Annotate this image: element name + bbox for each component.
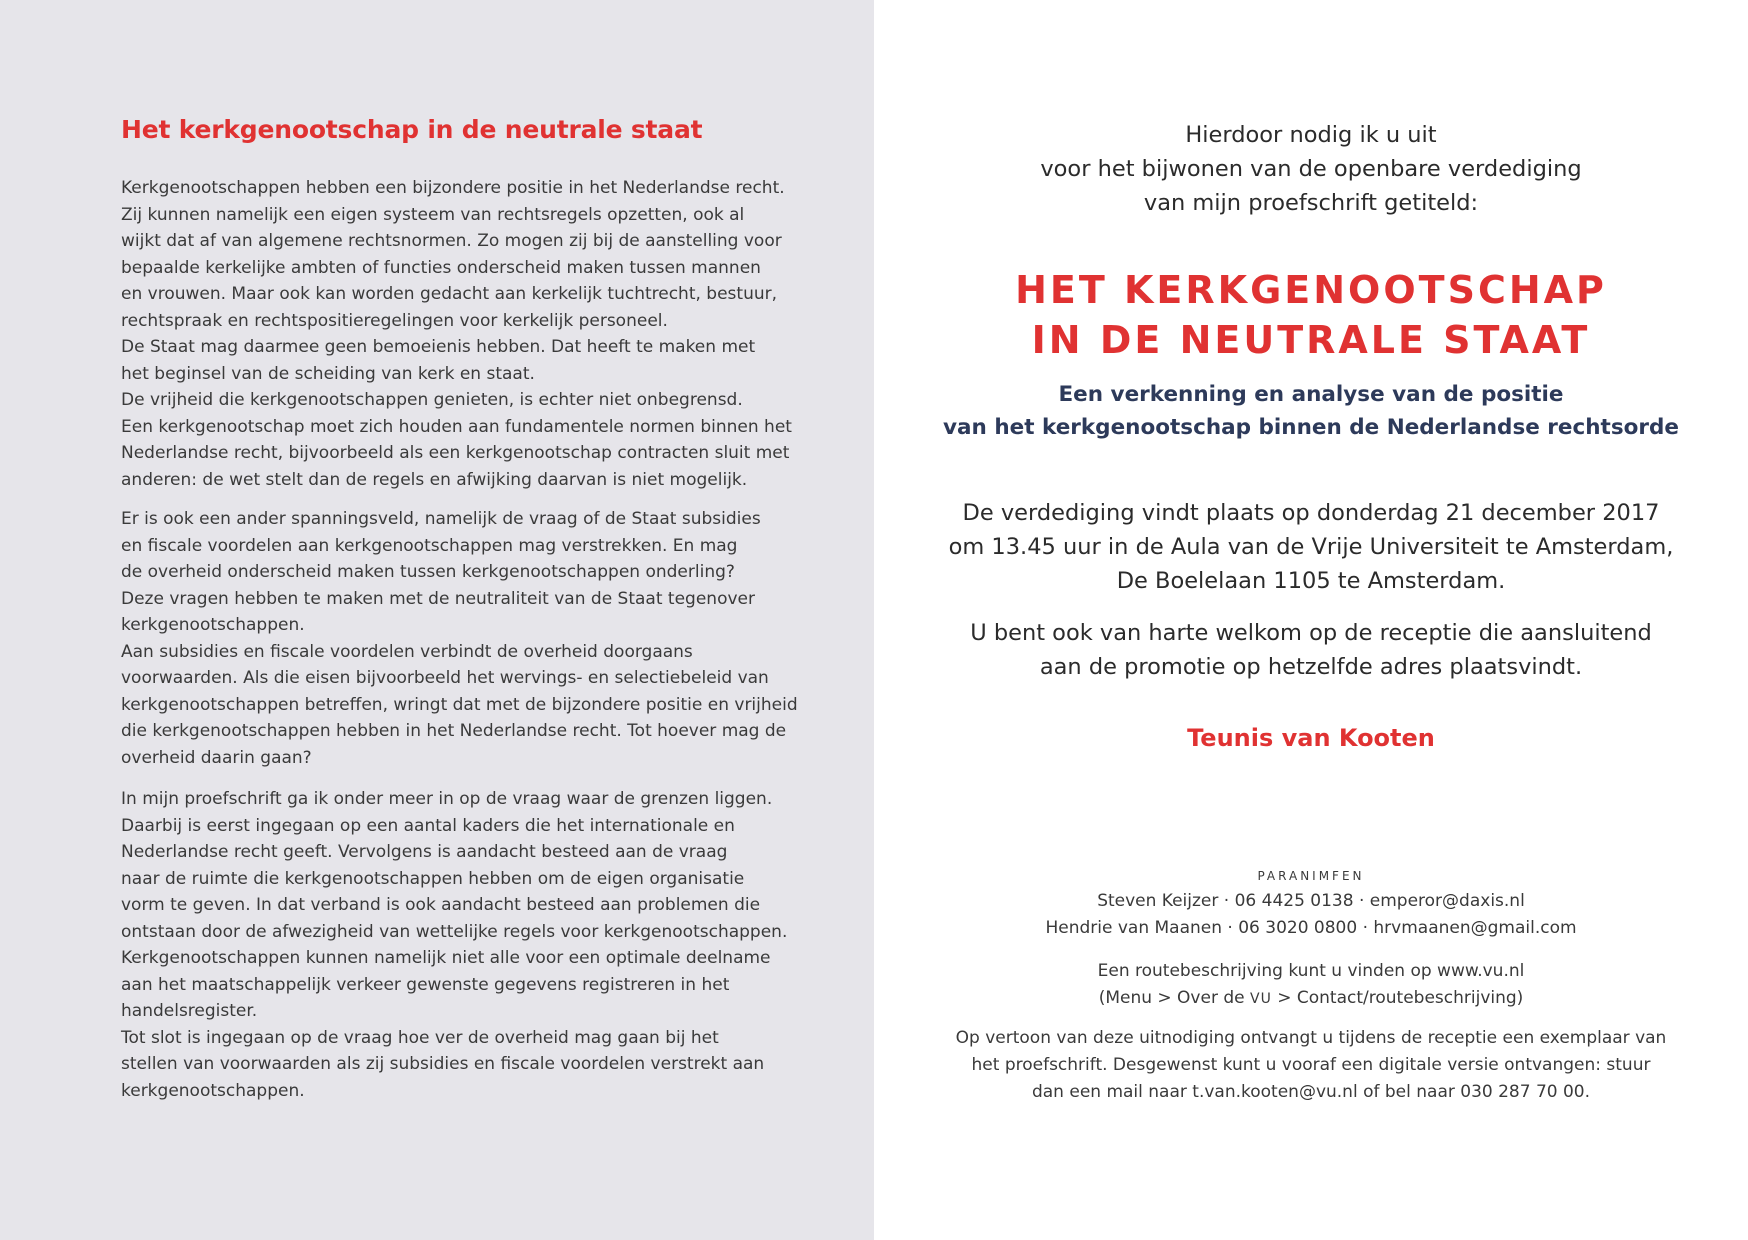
text-line: aan het maatschappelijk verkeer gewenste gegevens registreren in het	[121, 974, 730, 995]
route-path-end: > Contact/routebeschrijving)	[1271, 988, 1524, 1008]
defense-details	[874, 496, 1748, 598]
text-line: anderen: de wet stelt dan de regels en afwijking daarvan is niet mogelijk.	[121, 469, 748, 490]
text-line: Daarbij is eerst ingegaan op een aantal kaders die het internationale en	[121, 815, 735, 836]
thesis-title	[874, 265, 1748, 365]
text-line: ontstaan door de afwezigheid van wettelijke regels voor kerkgenootschappen.	[121, 921, 788, 942]
left-heading: Het kerkgenootschap in de neutrale staat	[121, 115, 703, 144]
text-line: vorm te geven. In dat verband is ook aandacht besteed aan problemen die	[121, 895, 761, 915]
text-line: kerkgenootschappen.	[121, 615, 305, 635]
text-line: voorwaarden. Als die eisen bijvoorbeeld het wervings- en selectiebeleid van	[121, 668, 769, 688]
defense-line: De verdediging vindt plaats op donderdag 21 december 2017	[962, 500, 1660, 526]
proof-line: het proefschrift. Desgewenst kunt u vooraf een digitale versie ontvangen: stuur	[971, 1055, 1651, 1075]
text-line: en vrouwen. Maar ook kan worden gedacht aan kerkelijk tuchtrecht, bestuur,	[121, 284, 778, 304]
text-line: en fiscale voordelen aan kerkgenootschappen mag verstrekken. En mag	[121, 535, 738, 556]
text-line: wijkt dat af van algemene rechtsnormen. Zo mogen zij bij de aanstelling voor	[121, 231, 782, 251]
body-paragraph-2	[121, 506, 798, 771]
proof-line: dan een mail naar t.van.kooten@vu.nl of bel naar 030 287 70 00.	[1031, 1082, 1591, 1102]
text-line: kerkgenootschappen.	[121, 1080, 305, 1101]
text-line: Nederlandse recht, bijvoorbeeld als een kerkgenootschap contracten sluit met	[121, 443, 790, 463]
subtitle-line: Een verkenning en analyse van de positie	[1058, 382, 1564, 407]
author-name: Teunis van Kooten	[1187, 724, 1435, 752]
text-line: stellen van voorwaarden als zij subsidies en fiscale voordelen verstrekt aan	[121, 1054, 765, 1074]
text-line: de overheid onderscheid maken tussen kerkgenootschappen onderling?	[121, 562, 735, 582]
defense-line: De Boelelaan 1105 te Amsterdam.	[1116, 568, 1506, 594]
proof-line: Op vertoon van deze uitnodiging ontvangt u tijdens de receptie een exemplaar van	[955, 1028, 1667, 1048]
route-path-start: (Menu > Over de	[1098, 988, 1250, 1008]
reception-details	[874, 616, 1748, 684]
text-line: In mijn proefschrift ga ik onder meer in op de vraag waar de grenzen liggen.	[121, 789, 773, 809]
route-path-vu: VU	[1250, 991, 1272, 1007]
text-line: Nederlandse recht geeft. Vervolgens is aandacht besteed aan de vraag	[121, 842, 728, 862]
reception-line: U bent ook van harte welkom op de receptie die aansluitend	[970, 620, 1652, 646]
intro-line: Hierdoor nodig ik u uit	[1185, 122, 1437, 148]
title-line: IN DE NEUTRALE STAAT	[1031, 318, 1591, 362]
invitation-intro	[874, 118, 1748, 220]
intro-line: voor het bijwonen van de openbare verdediging	[1040, 156, 1582, 182]
text-line: die kerkgenootschappen hebben in het Nederlandse recht. Tot hoever mag de	[121, 721, 787, 741]
reception-line: aan de promotie op hetzelfde adres plaatsvindt.	[1039, 654, 1583, 680]
text-line: Tot slot is ingegaan op de vraag hoe ver de overheid mag gaan bij het	[121, 1027, 719, 1048]
route-line: Een routebeschrijving kunt u vinden op www.vu.nl	[1097, 961, 1525, 981]
text-line: bepaalde kerkelijke ambten of functies onderscheid maken tussen mannen	[121, 257, 761, 278]
body-paragraph-1	[121, 175, 792, 493]
text-line: De Staat mag daarmee geen bemoeienis hebben. Dat heeft te maken met	[121, 337, 756, 357]
text-line: het beginsel van de scheiding van kerk en staat.	[121, 363, 535, 384]
text-line: Kerkgenootschappen hebben een bijzondere positie in het Nederlandse recht.	[121, 178, 785, 198]
defense-line: om 13.45 uur in de Aula van de Vrije Universiteit te Amsterdam,	[948, 534, 1674, 560]
paranimfen-label: PARANIMFEN	[1257, 869, 1365, 883]
right-page	[874, 0, 1748, 1240]
text-line: overheid daarin gaan?	[121, 747, 312, 768]
paranimf-contact: Steven Keijzer · 06 4425 0138 · emperor@daxis.nl	[1097, 891, 1525, 911]
text-line: rechtspraak en rechtspositieregelingen voor kerkelijk personeel.	[121, 310, 668, 331]
text-line: Deze vragen hebben te maken met de neutraliteit van de Staat tegenover	[121, 588, 755, 609]
proof-copy-info	[874, 1025, 1748, 1106]
text-line: kerkgenootschappen betreffen, wringt dat met de bijzondere positie en vrijheid	[121, 694, 798, 715]
text-line: Een kerkgenootschap moet zich houden aan fundamentele normen binnen het	[121, 416, 792, 437]
subtitle-line: van het kerkgenootschap binnen de Nederlandse rechtsorde	[943, 415, 1679, 440]
text-line: Er is ook een ander spanningsveld, namelijk de vraag of de Staat subsidies	[121, 509, 761, 529]
text-line: Kerkgenootschappen kunnen namelijk niet alle voor een optimale deelname	[121, 948, 771, 968]
text-line: Aan subsidies en fiscale voordelen verbindt de overheid doorgaans	[121, 641, 693, 662]
intro-line: van mijn proefschrift getiteld:	[1143, 190, 1479, 216]
body-paragraph-3	[121, 786, 788, 1104]
text-line: naar de ruimte die kerkgenootschappen hebben om de eigen organisatie	[121, 868, 745, 889]
route-info	[874, 958, 1748, 1013]
paranimfen-contacts	[874, 888, 1748, 942]
text-line: Zij kunnen namelijk een eigen systeem van rechtsregels opzetten, ook al	[121, 204, 745, 225]
route-path-line	[874, 985, 1748, 1013]
title-line: HET KERKGENOOTSCHAP	[1015, 268, 1607, 312]
paranimf-contact: Hendrie van Maanen · 06 3020 0800 · hrvmaanen@gmail.com	[1045, 918, 1577, 938]
text-line: handelsregister.	[121, 1001, 258, 1021]
text-line: De vrijheid die kerkgenootschappen genieten, is echter niet onbegrensd.	[121, 390, 743, 410]
thesis-subtitle	[874, 378, 1748, 444]
